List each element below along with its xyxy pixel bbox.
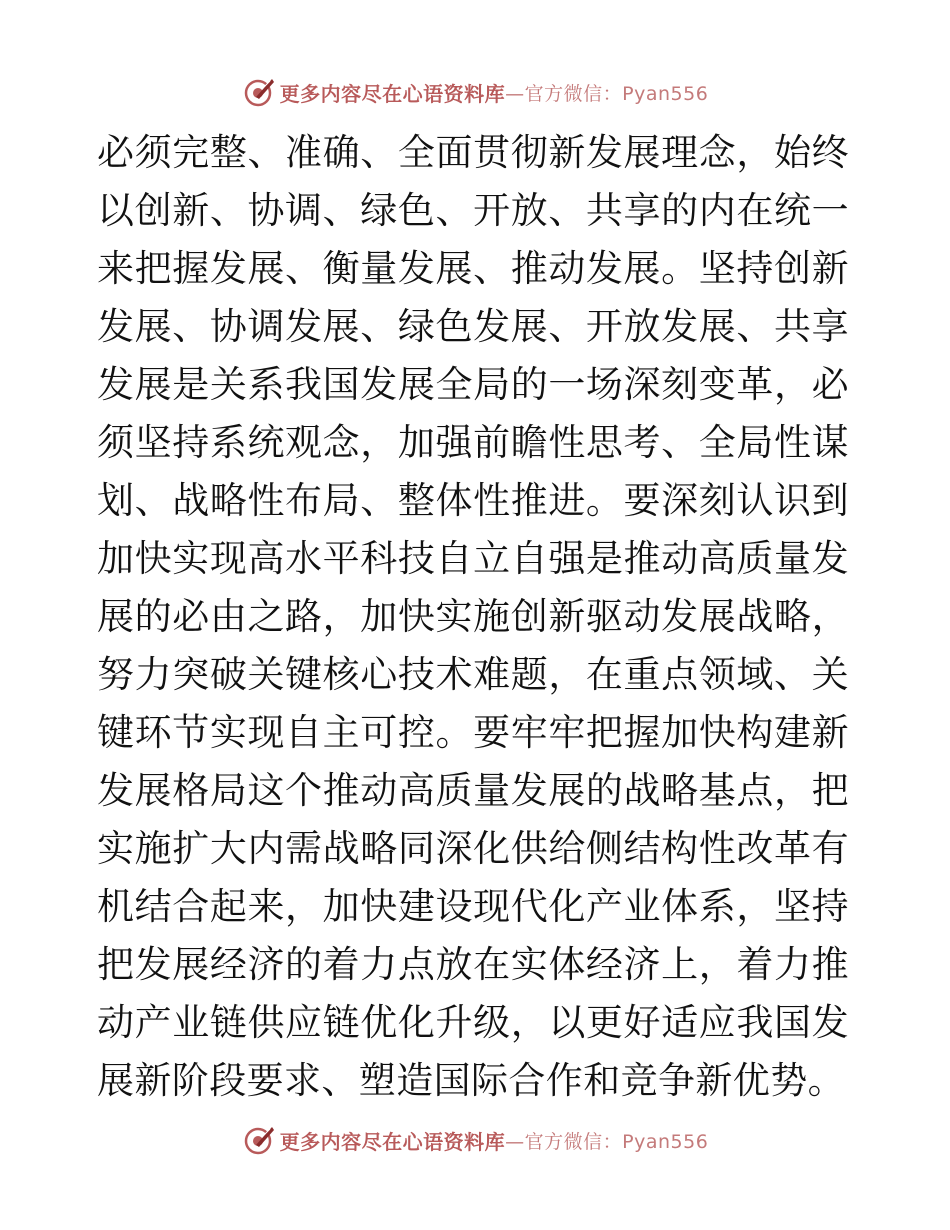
- feather-pen-seal-icon: [242, 1123, 276, 1157]
- footer-watermark: [0, 1120, 950, 1160]
- header-watermark-title: 更多内容尽在心语资料库: [279, 81, 506, 106]
- feather-pen-seal-icon: [242, 75, 276, 109]
- footer-watermark-contact: —官方微信：Pyan556: [505, 1130, 709, 1153]
- header-watermark: [0, 72, 950, 112]
- document-body-paragraph: 必须完整、准确、全面贯彻新发展理念，始终以创新、协调、绿色、开放、共享的内在统一来把握发展、衡量发展、推动发展。坚持创新发展、协调发展、绿色发展、开放发展、共享发展是关系我国发展全局的一场深刻变革，必须坚持系统观念，加强前瞻性思考、全局性谋划、战略性布局、整体性推进。要深刻认识到加快实现高水平科技自立自强是推动高质量发展的必由之路，加快实施创新驱动发展战略，努力突破关键核心技术难题，在重点领域、关键环节实现自主可控。要牢牢把握加快构建新发展格局这个推动高质量发展的战略基点，把实施扩大内需战略同深化供给侧结构性改革有机结合起来，加快建设现代化产业体系，坚持把发展经济的着力点放在实体经济上，着力推动产业链供应链优化升级，以更好适应我国发展新阶段要求、塑造国际合作和竞争新优势。: [97, 131, 849, 1102]
- header-watermark-contact: —官方微信：Pyan556: [505, 82, 709, 105]
- footer-watermark-title: 更多内容尽在心语资料库: [279, 1129, 506, 1154]
